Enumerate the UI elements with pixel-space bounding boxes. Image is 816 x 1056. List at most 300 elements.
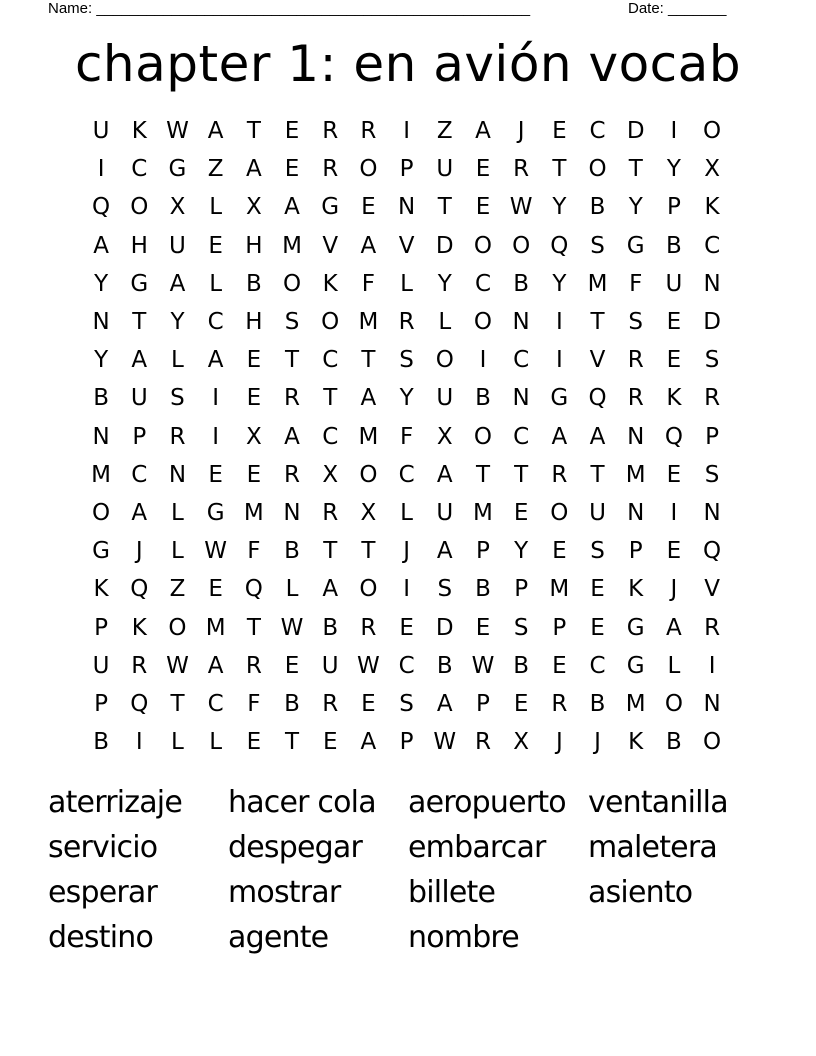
grid-letter: E xyxy=(590,576,605,603)
grid-letter: N xyxy=(168,461,187,488)
grid-letter: E xyxy=(246,347,262,374)
grid-letter: P xyxy=(94,690,109,717)
grid-letter: Y xyxy=(94,347,109,374)
grid-letter: L xyxy=(171,538,184,565)
grid-letter: P xyxy=(94,614,109,641)
grid-letter: U xyxy=(436,385,454,412)
grid-letter: P xyxy=(628,538,643,565)
grid-letter: T xyxy=(361,538,376,565)
grid-letter: W xyxy=(509,194,533,221)
grid-letter: M xyxy=(587,270,608,297)
grid-letter: B xyxy=(513,270,530,297)
grid-letter: L xyxy=(400,270,413,297)
grid-letter: R xyxy=(284,385,301,412)
grid-letter: E xyxy=(322,729,338,756)
name-field-label: Name: ____________________________________________________ xyxy=(48,0,531,17)
grid-letter: C xyxy=(474,270,491,297)
grid-letter: O xyxy=(473,309,493,336)
grid-letter: E xyxy=(208,461,223,488)
grid-letter: R xyxy=(627,347,644,374)
grid-letter: L xyxy=(209,729,223,756)
grid-letter: R xyxy=(551,690,568,717)
grid-letter: W xyxy=(357,652,380,679)
grid-letter: D xyxy=(435,614,454,641)
grid-letter: V xyxy=(704,576,720,603)
grid-letter: E xyxy=(666,309,682,336)
grid-letter: O xyxy=(473,423,493,450)
grid-letter: K xyxy=(131,118,147,145)
grid-letter: E xyxy=(475,614,491,641)
grid-letter: E xyxy=(246,461,262,488)
grid-letter: R xyxy=(322,156,339,183)
grid-letter: J xyxy=(594,729,601,756)
grid-letter: A xyxy=(207,118,224,145)
grid-letter: O xyxy=(282,270,302,297)
grid-letter: W xyxy=(280,614,304,641)
word-list-item: nombre xyxy=(408,920,519,955)
grid-letter: B xyxy=(245,270,262,297)
grid-letter: R xyxy=(169,423,186,450)
word-list-item: esperar xyxy=(48,875,158,910)
grid-letter: P xyxy=(399,156,414,183)
date-field-label: Date: _______ xyxy=(628,0,727,17)
grid-letter: G xyxy=(130,270,149,297)
grid-letter: U xyxy=(589,499,606,526)
grid-letter: H xyxy=(130,232,148,259)
grid-letter: C xyxy=(207,309,224,336)
grid-letter: X xyxy=(360,499,377,526)
grid-letter: I xyxy=(212,423,220,450)
grid-letter: B xyxy=(322,614,339,641)
grid-letter: X xyxy=(322,461,339,488)
grid-letter: N xyxy=(627,423,645,450)
grid-letter: K xyxy=(628,729,644,756)
grid-letter: I xyxy=(97,156,105,183)
grid-letter: E xyxy=(208,576,223,603)
grid-letter: F xyxy=(399,423,414,450)
word-list-item: asiento xyxy=(588,875,693,910)
grid-letter: O xyxy=(359,156,378,183)
grid-letter: K xyxy=(322,270,338,297)
word-list-item: mostrar xyxy=(228,875,341,910)
grid-letter: I xyxy=(403,576,410,603)
grid-letter: K xyxy=(704,194,720,221)
grid-letter: E xyxy=(552,118,567,145)
grid-letter: U xyxy=(436,156,454,183)
grid-letter: L xyxy=(209,270,223,297)
grid-letter: I xyxy=(403,118,410,145)
grid-letter: B xyxy=(666,232,682,259)
grid-letter: O xyxy=(703,729,722,756)
grid-letter: T xyxy=(285,347,300,374)
grid-letter: N xyxy=(92,309,110,336)
grid-letter: M xyxy=(358,423,379,450)
grid-letter: M xyxy=(205,614,226,641)
grid-letter: L xyxy=(171,347,184,374)
grid-letter: S xyxy=(704,347,720,374)
grid-letter: O xyxy=(130,194,149,221)
grid-letter: E xyxy=(361,194,376,221)
word-list-item: ventanilla xyxy=(588,785,728,820)
grid-letter: S xyxy=(399,347,414,374)
grid-letter: A xyxy=(131,347,148,374)
grid-letter: E xyxy=(475,194,491,221)
grid-letter: B xyxy=(284,690,300,717)
grid-letter: C xyxy=(398,652,415,679)
grid-letter: C xyxy=(207,690,224,717)
grid-letter: V xyxy=(398,232,415,259)
grid-letter: U xyxy=(321,652,339,679)
grid-letter: Y xyxy=(666,156,681,183)
grid-letter: T xyxy=(475,461,490,488)
grid-letter: G xyxy=(321,194,340,221)
word-list-item: destino xyxy=(48,920,153,955)
grid-letter: Z xyxy=(207,156,224,183)
grid-letter: Z xyxy=(436,118,453,145)
grid-letter: E xyxy=(246,729,262,756)
grid-letter: Y xyxy=(399,385,414,412)
grid-letter: E xyxy=(399,614,414,641)
grid-letter: P xyxy=(132,423,147,450)
grid-letter: J xyxy=(517,118,525,145)
grid-letter: B xyxy=(93,385,109,412)
grid-letter: V xyxy=(322,232,339,259)
grid-letter: A xyxy=(207,347,224,374)
grid-letter: E xyxy=(666,538,682,565)
grid-letter: I xyxy=(555,309,563,336)
grid-letter: Q xyxy=(244,576,263,603)
grid-letter: E xyxy=(475,156,491,183)
grid-letter: G xyxy=(92,538,110,565)
grid-letter: C xyxy=(589,118,606,145)
grid-letter: S xyxy=(628,309,644,336)
grid-letter: O xyxy=(435,347,454,374)
grid-letter: T xyxy=(514,461,529,488)
grid-letter: C xyxy=(322,347,339,374)
grid-letter: U xyxy=(436,499,454,526)
grid-letter: U xyxy=(665,270,683,297)
grid-letter: U xyxy=(92,118,110,145)
grid-letter: E xyxy=(284,652,300,679)
grid-letter: E xyxy=(361,690,376,717)
grid-letter: A xyxy=(436,461,453,488)
grid-letter: N xyxy=(283,499,301,526)
grid-letter: P xyxy=(705,423,720,450)
grid-letter: N xyxy=(92,423,110,450)
grid-letter: P xyxy=(399,729,414,756)
grid-letter: A xyxy=(589,423,606,450)
grid-letter: Q xyxy=(130,576,149,603)
grid-letter: O xyxy=(359,576,378,603)
grid-letter: R xyxy=(131,652,148,679)
grid-letter: T xyxy=(590,309,605,336)
grid-letter: E xyxy=(208,232,223,259)
grid-letter: R xyxy=(513,156,530,183)
grid-letter: I xyxy=(670,118,678,145)
grid-letter: O xyxy=(664,690,683,717)
grid-letter: Y xyxy=(552,194,567,221)
grid-letter: W xyxy=(204,538,228,565)
grid-letter: C xyxy=(131,461,148,488)
grid-letter: S xyxy=(284,309,300,336)
grid-letter: Z xyxy=(169,576,186,603)
grid-letter: O xyxy=(703,118,722,145)
grid-letter: P xyxy=(476,538,490,565)
grid-letter: A xyxy=(284,423,300,450)
grid-letter: B xyxy=(589,194,606,221)
grid-letter: M xyxy=(91,461,112,488)
grid-letter: A xyxy=(360,729,377,756)
grid-letter: E xyxy=(666,347,682,374)
grid-letter: R xyxy=(704,614,721,641)
grid-letter: A xyxy=(436,690,453,717)
grid-letter: M xyxy=(625,690,646,717)
grid-letter: V xyxy=(589,347,606,374)
grid-letter: B xyxy=(666,729,682,756)
grid-letter: F xyxy=(247,690,261,717)
grid-letter: O xyxy=(512,232,531,259)
grid-letter: W xyxy=(433,729,457,756)
grid-letter: T xyxy=(132,309,147,336)
grid-letter: N xyxy=(703,690,721,717)
grid-letter: N xyxy=(512,309,530,336)
grid-letter: S xyxy=(590,538,605,565)
word-list-item: agente xyxy=(228,920,329,955)
grid-letter: B xyxy=(436,652,453,679)
grid-letter: L xyxy=(438,309,452,336)
grid-letter: J xyxy=(670,576,678,603)
grid-letter: D xyxy=(435,232,454,259)
grid-letter: T xyxy=(628,156,643,183)
grid-letter: R xyxy=(474,729,491,756)
grid-letter: L xyxy=(285,576,299,603)
grid-letter: R xyxy=(284,461,301,488)
grid-letter: C xyxy=(513,347,530,374)
grid-letter: P xyxy=(666,194,681,221)
grid-letter: Y xyxy=(514,538,529,565)
grid-letter: D xyxy=(703,309,721,336)
grid-letter: E xyxy=(246,385,262,412)
grid-letter: G xyxy=(626,232,645,259)
grid-letter: A xyxy=(360,385,377,412)
grid-letter: B xyxy=(284,538,300,565)
grid-letter: E xyxy=(590,614,605,641)
grid-letter: I xyxy=(670,499,678,526)
grid-letter: T xyxy=(246,614,261,641)
grid-letter: R xyxy=(322,690,339,717)
grid-letter: A xyxy=(322,576,339,603)
grid-letter: O xyxy=(473,232,493,259)
grid-letter: M xyxy=(358,309,379,336)
grid-letter: G xyxy=(626,614,645,641)
worksheet-header xyxy=(48,0,748,20)
grid-letter: S xyxy=(437,576,453,603)
grid-letter: C xyxy=(513,423,530,450)
grid-letter: T xyxy=(170,690,185,717)
grid-letter: W xyxy=(166,118,189,145)
word-list xyxy=(48,780,768,960)
grid-letter: J xyxy=(403,538,410,565)
grid-letter: I xyxy=(212,385,220,412)
grid-letter: S xyxy=(590,232,605,259)
grid-letter: X xyxy=(704,156,720,183)
grid-letter: S xyxy=(513,614,529,641)
grid-letter: S xyxy=(170,385,185,412)
grid-letter: X xyxy=(245,194,262,221)
grid-letter: E xyxy=(513,499,529,526)
grid-letter: T xyxy=(285,729,300,756)
grid-letter: I xyxy=(135,729,143,756)
grid-letter: I xyxy=(555,347,563,374)
grid-letter: R xyxy=(245,652,262,679)
grid-letter: F xyxy=(361,270,376,297)
grid-letter: A xyxy=(360,232,377,259)
grid-letter: O xyxy=(92,499,111,526)
grid-letter: M xyxy=(282,232,302,259)
worksheet-title: chapter 1: en avión vocab xyxy=(74,35,742,93)
grid-letter: Q xyxy=(588,385,607,412)
grid-letter: P xyxy=(476,690,490,717)
grid-letter: G xyxy=(206,499,225,526)
grid-letter: O xyxy=(550,499,569,526)
grid-letter: E xyxy=(513,690,529,717)
grid-letter: P xyxy=(552,614,567,641)
grid-letter: K xyxy=(628,576,644,603)
grid-letter: C xyxy=(704,232,721,259)
grid-letter: K xyxy=(131,614,147,641)
word-list-item: aterrizaje xyxy=(48,785,183,820)
word-search-grid xyxy=(82,112,731,761)
grid-letter: W xyxy=(471,652,495,679)
grid-letter: E xyxy=(666,461,682,488)
grid-letter: T xyxy=(323,538,338,565)
grid-letter: Y xyxy=(628,194,643,221)
grid-letter: B xyxy=(589,690,606,717)
grid-letter: R xyxy=(551,461,568,488)
word-list-item: billete xyxy=(408,875,496,910)
grid-letter: O xyxy=(359,461,378,488)
grid-letter: L xyxy=(667,652,681,679)
grid-letter: P xyxy=(514,576,529,603)
grid-letter: U xyxy=(130,385,148,412)
grid-letter: Q xyxy=(550,232,569,259)
grid-letter: L xyxy=(209,194,223,221)
grid-letter: R xyxy=(322,118,339,145)
grid-letter: Q xyxy=(92,194,111,221)
grid-letter: S xyxy=(399,690,414,717)
grid-letter: A xyxy=(284,194,300,221)
grid-letter: T xyxy=(246,118,261,145)
grid-letter: M xyxy=(625,461,646,488)
grid-letter: F xyxy=(247,538,261,565)
word-list-item: servicio xyxy=(48,830,158,865)
grid-letter: Y xyxy=(437,270,452,297)
grid-letter: A xyxy=(551,423,568,450)
grid-letter: Q xyxy=(130,690,149,717)
word-list-item: embarcar xyxy=(408,830,546,865)
grid-letter: R xyxy=(322,499,339,526)
grid-letter: G xyxy=(550,385,569,412)
grid-letter: K xyxy=(666,385,682,412)
grid-letter: T xyxy=(323,385,338,412)
grid-letter: T xyxy=(552,156,567,183)
grid-letter: C xyxy=(131,156,148,183)
grid-letter: A xyxy=(666,614,682,641)
grid-letter: J xyxy=(135,538,143,565)
grid-letter: A xyxy=(475,118,491,145)
grid-letter: M xyxy=(549,576,570,603)
grid-letter: N xyxy=(703,270,721,297)
grid-letter: M xyxy=(243,499,264,526)
grid-letter: U xyxy=(169,232,186,259)
grid-letter: R xyxy=(398,309,415,336)
grid-letter: T xyxy=(437,194,452,221)
grid-letter: X xyxy=(513,729,530,756)
grid-letter: E xyxy=(552,538,567,565)
grid-letter: N xyxy=(512,385,530,412)
grid-letter: R xyxy=(704,385,721,412)
grid-letter: E xyxy=(552,652,567,679)
grid-letter: E xyxy=(284,118,300,145)
grid-letter: R xyxy=(360,118,377,145)
grid-letter: Q xyxy=(664,423,683,450)
grid-letter: B xyxy=(513,652,530,679)
grid-letter: N xyxy=(627,499,645,526)
grid-letter: J xyxy=(555,729,563,756)
grid-letter: A xyxy=(131,499,148,526)
grid-letter: I xyxy=(708,652,716,679)
word-list-item: maletera xyxy=(588,830,717,865)
grid-letter: H xyxy=(245,309,263,336)
grid-letter: W xyxy=(166,652,189,679)
grid-letter: B xyxy=(93,729,109,756)
grid-letter: N xyxy=(703,499,721,526)
grid-letter: E xyxy=(284,156,300,183)
grid-letter: M xyxy=(473,499,493,526)
grid-letter: X xyxy=(245,423,262,450)
grid-letter: X xyxy=(169,194,186,221)
word-list-item: despegar xyxy=(228,830,362,865)
grid-letter: T xyxy=(590,461,605,488)
grid-letter: D xyxy=(626,118,645,145)
grid-letter: G xyxy=(168,156,187,183)
grid-letter: A xyxy=(207,652,224,679)
grid-letter: R xyxy=(627,385,644,412)
grid-letter: R xyxy=(360,614,377,641)
grid-letter: G xyxy=(626,652,645,679)
grid-letter: Y xyxy=(94,270,109,297)
grid-letter: I xyxy=(479,347,487,374)
grid-letter: Q xyxy=(703,538,722,565)
grid-letter: C xyxy=(398,461,415,488)
grid-letter: N xyxy=(397,194,416,221)
word-list-item: aeropuerto xyxy=(408,785,566,820)
grid-letter: F xyxy=(629,270,643,297)
grid-letter: U xyxy=(92,652,110,679)
grid-letter: Y xyxy=(170,309,185,336)
grid-letter: A xyxy=(436,538,453,565)
grid-letter: H xyxy=(245,232,263,259)
grid-letter: O xyxy=(588,156,607,183)
word-list-item: hacer cola xyxy=(228,785,376,820)
grid-letter: X xyxy=(436,423,453,450)
grid-letter: L xyxy=(171,499,184,526)
grid-letter: T xyxy=(361,347,376,374)
grid-letter: O xyxy=(321,309,340,336)
grid-letter: A xyxy=(93,232,109,259)
grid-letter: C xyxy=(589,652,606,679)
grid-letter: O xyxy=(168,614,187,641)
